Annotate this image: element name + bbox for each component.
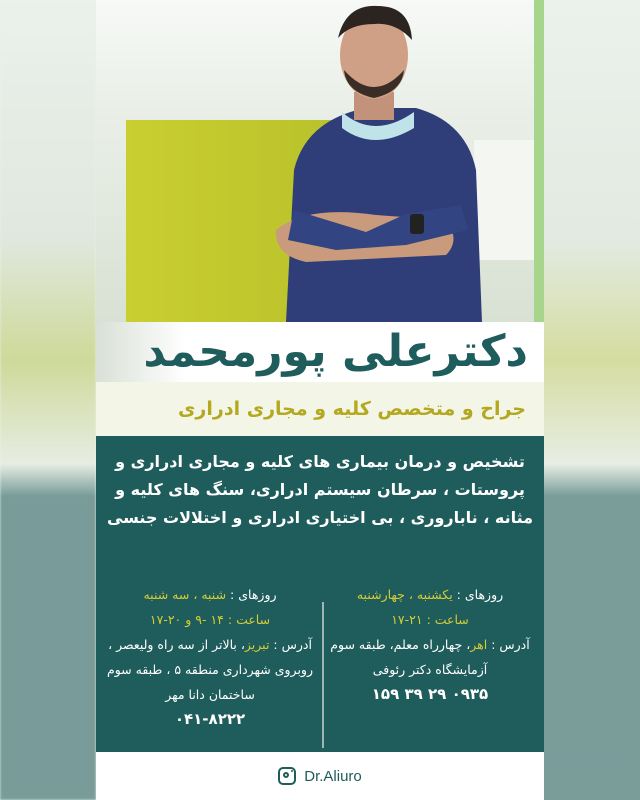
background-left-blur <box>0 0 96 800</box>
instagram-footer[interactable] <box>96 752 544 800</box>
clinic-ahar-days: روزهای : یکشنبه ، چهارشنبه <box>356 587 504 602</box>
clinic-tabriz <box>100 582 320 732</box>
clinic-ahar-hours: ساعت : ۲۱-۱۷ <box>391 612 469 627</box>
instagram-icon <box>278 767 296 785</box>
clinic-tabriz-address: آدرس : تبریز، بالاتر از سه راه ولیعصر ، روبروی شهرداری منطقه ۵ ، طبقه سوم ساختمان دانا مهر <box>106 637 314 702</box>
doctor-name: دکترعلی پورمحمد <box>143 326 528 377</box>
instagram-handle[interactable]: Dr.Aliuro <box>304 767 362 785</box>
clinic-tabriz-phone[interactable]: ۰۴۱-۸۲۲۲ <box>174 710 246 728</box>
clinic-ahar-address: آدرس : اهر، چهارراه معلم، طبقه سوم آزمایشگاه دکتر رئوفی <box>330 637 530 677</box>
clinic-ahar <box>320 582 540 707</box>
clinic-tabriz-days: روزهای : شنبه ، سه شنبه <box>143 587 277 602</box>
info-panel <box>96 436 544 752</box>
services-description: تشخیص و درمان بیماری های کلیه و مجاری ادراری و پروستات ، سرطان سیستم ادراری، سنگ های کلیه و مثانه ، ناباروری ، بی اختیاری ادراری و اختلالات جنسی <box>106 452 534 527</box>
background-right-blur <box>544 0 640 800</box>
doctor-specialty: جراح و متخصص کلیه و مجاری ادراری <box>178 398 526 420</box>
doctor-figure <box>246 0 486 322</box>
column-divider <box>322 602 324 748</box>
doctor-photo <box>96 0 544 322</box>
poster-card <box>96 0 544 800</box>
clinic-tabriz-hours: ساعت : ۱۴ -۹ و ۲۰-۱۷ <box>149 612 271 627</box>
clinic-ahar-phone[interactable]: ۰۹۳۵ ۲۹ ۳۹ ۱۵۹ <box>371 685 489 703</box>
